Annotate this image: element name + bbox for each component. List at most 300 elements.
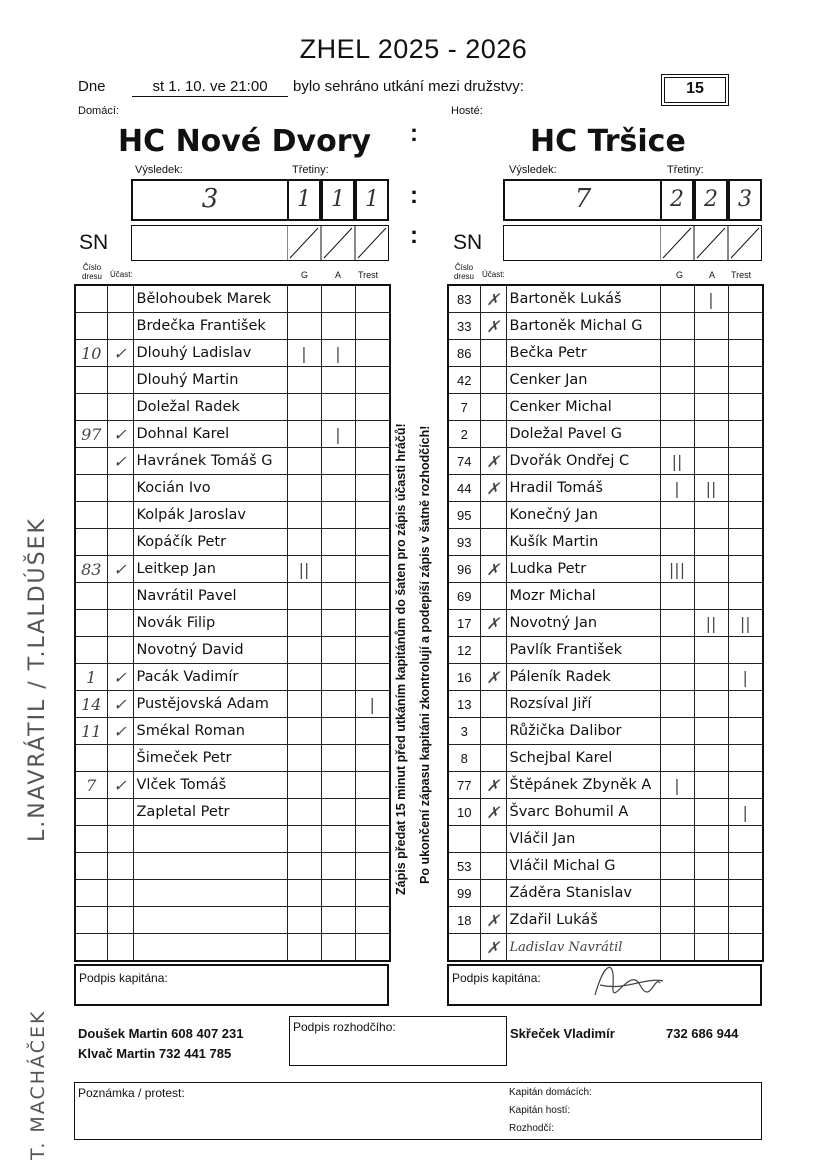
away-attendance-mark <box>480 583 506 610</box>
away-attendance-mark <box>480 394 506 421</box>
away-attendance-mark <box>480 880 506 907</box>
home-jersey-number <box>75 583 107 610</box>
away-goals <box>660 718 694 745</box>
home-assists <box>321 880 355 907</box>
away-attendance-mark: ✗ <box>480 799 506 826</box>
away-penalties <box>728 448 763 475</box>
home-player-name <box>133 907 287 934</box>
notice-line-2: Po ukončení zápasu kapitáni zkontrolují a podepíší zápis v šatně rozhodčích! <box>418 425 432 884</box>
away-goals <box>660 691 694 718</box>
home-penalties <box>355 853 390 880</box>
home-assists <box>321 367 355 394</box>
home-player-row <box>75 934 390 962</box>
home-player-name: Dohnal Karel <box>133 421 287 448</box>
home-attendance-mark: ✓ <box>107 772 133 799</box>
home-assists <box>321 313 355 340</box>
home-goals <box>287 610 321 637</box>
home-player-name: Zapletal Petr <box>133 799 287 826</box>
home-jersey-number <box>75 475 107 502</box>
away-player-row <box>448 421 763 448</box>
home-player-name: Kocián Ivo <box>133 475 287 502</box>
away-jersey-number: 44 <box>448 475 480 502</box>
home-attendance-mark <box>107 610 133 637</box>
away-captain-label: Kapitán hostí: <box>509 1105 571 1116</box>
away-player-row <box>448 529 763 556</box>
away-player-row <box>448 313 763 340</box>
home-penalties <box>355 448 390 475</box>
away-player-row <box>448 718 763 745</box>
home-jersey-number <box>75 285 107 313</box>
home-penalties <box>355 664 390 691</box>
home-player-name: Pacák Vadimír <box>133 664 287 691</box>
home-assists <box>321 745 355 772</box>
away-jersey-number: 17 <box>448 610 480 637</box>
home-attendance-mark <box>107 853 133 880</box>
away-jersey-number: 95 <box>448 502 480 529</box>
away-attendance-mark <box>480 529 506 556</box>
away-attendance-mark: ✗ <box>480 664 506 691</box>
home-referee-1: Doušek Martin 608 407 231 <box>78 1026 244 1041</box>
home-assists <box>321 448 355 475</box>
home-player-row <box>75 394 390 421</box>
home-attendance-mark <box>107 367 133 394</box>
home-player-name: Vlček Tomáš <box>133 772 287 799</box>
away-attendance-mark <box>480 340 506 367</box>
away-goals <box>660 340 694 367</box>
away-penalties <box>728 556 763 583</box>
home-assists <box>321 394 355 421</box>
away-goals <box>660 285 694 313</box>
home-player-name: Kopáčík Petr <box>133 529 287 556</box>
home-player-row <box>75 637 390 664</box>
home-player-name: Doležal Radek <box>133 394 287 421</box>
away-player-name: Cenker Michal <box>506 394 660 421</box>
home-jersey-number <box>75 529 107 556</box>
home-jersey-number <box>75 799 107 826</box>
away-assists <box>694 718 728 745</box>
home-assists <box>321 556 355 583</box>
away-goals <box>660 826 694 853</box>
home-jersey-number <box>75 745 107 772</box>
away-player-name: Dvořák Ondřej C <box>506 448 660 475</box>
away-jersey-number: 77 <box>448 772 480 799</box>
home-assists <box>321 664 355 691</box>
home-penalties <box>355 880 390 907</box>
margin-note-top: L.NAVRÁTIL / T.LALDÚŠEK <box>25 517 50 842</box>
away-attendance-mark <box>480 745 506 772</box>
away-goals <box>660 907 694 934</box>
home-attendance-mark <box>107 475 133 502</box>
home-player-name: Dlouhý Martin <box>133 367 287 394</box>
away-penalties <box>728 853 763 880</box>
home-penalties <box>355 583 390 610</box>
away-player-row <box>448 853 763 880</box>
home-assists <box>321 502 355 529</box>
away-player-name: Hradil Tomáš <box>506 475 660 502</box>
away-penalties <box>728 529 763 556</box>
away-period-2-value: 2 <box>704 187 718 212</box>
away-player-row <box>448 907 763 934</box>
away-assists <box>694 745 728 772</box>
home-player-row <box>75 772 390 799</box>
intro-text: bylo sehráno utkání mezi družstvy: <box>293 78 524 95</box>
home-jersey-number: 83 <box>75 556 107 583</box>
home-label: Domácí: <box>78 105 119 117</box>
away-jersey-number: 42 <box>448 367 480 394</box>
away-attendance-mark <box>480 718 506 745</box>
away-goals <box>660 367 694 394</box>
away-penalties: | <box>728 664 763 691</box>
home-player-row <box>75 529 390 556</box>
away-player-row <box>448 826 763 853</box>
away-player-row <box>448 340 763 367</box>
home-roster-table <box>74 284 391 962</box>
away-jersey-number <box>448 934 480 962</box>
home-jersey-number <box>75 826 107 853</box>
away-jersey-number: 10 <box>448 799 480 826</box>
home-penalties <box>355 367 390 394</box>
home-penalties <box>355 340 390 367</box>
away-team-name: HC Tršice <box>530 124 686 159</box>
home-player-name <box>133 826 287 853</box>
away-period-1 <box>660 179 694 221</box>
away-assists <box>694 394 728 421</box>
away-jersey-number: 74 <box>448 448 480 475</box>
home-goals <box>287 691 321 718</box>
away-penalties <box>728 745 763 772</box>
away-penalties <box>728 826 763 853</box>
away-attendance-mark: ✗ <box>480 285 506 313</box>
home-player-row <box>75 475 390 502</box>
away-penalties <box>728 285 763 313</box>
home-jersey-number: 1 <box>75 664 107 691</box>
away-jersey-number: 3 <box>448 718 480 745</box>
match-date: st 1. 10. ve 21:00 <box>132 78 288 97</box>
home-assists <box>321 934 355 962</box>
away-player-name: Štěpánek Zbyněk A <box>506 772 660 799</box>
away-assists <box>694 313 728 340</box>
notes-box <box>74 1082 762 1140</box>
away-assists: || <box>694 610 728 637</box>
away-player-name: Vláčil Michal G <box>506 853 660 880</box>
home-captain-signature-label: Podpis kapitána: <box>79 971 168 985</box>
notes-label: Poznámka / protest: <box>78 1086 185 1100</box>
away-attendance-mark: ✗ <box>480 934 506 962</box>
home-goals <box>287 799 321 826</box>
away-jersey-number: 53 <box>448 853 480 880</box>
away-player-name: Pavlík František <box>506 637 660 664</box>
home-attendance-mark: ✓ <box>107 718 133 745</box>
home-assists <box>321 637 355 664</box>
home-penalties <box>355 556 390 583</box>
home-penalties: | <box>355 691 390 718</box>
away-jersey-number: 99 <box>448 880 480 907</box>
away-goals: ||| <box>660 556 694 583</box>
home-player-row <box>75 448 390 475</box>
home-jersey-number <box>75 367 107 394</box>
away-player-row <box>448 285 763 313</box>
away-player-row <box>448 799 763 826</box>
home-player-name: Bělohoubek Marek <box>133 285 287 313</box>
away-assists <box>694 799 728 826</box>
away-player-name: Rozsíval Jiří <box>506 691 660 718</box>
home-goals <box>287 448 321 475</box>
away-assists <box>694 421 728 448</box>
away-player-name: Vláčil Jan <box>506 826 660 853</box>
home-assists <box>321 610 355 637</box>
away-penalties <box>728 421 763 448</box>
home-goals <box>287 583 321 610</box>
home-assists: | <box>321 340 355 367</box>
home-attendance-mark <box>107 745 133 772</box>
home-goals <box>287 313 321 340</box>
home-attendance-mark: ✓ <box>107 664 133 691</box>
away-player-row <box>448 502 763 529</box>
home-jersey-number <box>75 637 107 664</box>
away-attendance-mark: ✗ <box>480 907 506 934</box>
away-player-name: Bartoněk Michal G <box>506 313 660 340</box>
away-player-row <box>448 691 763 718</box>
away-assists <box>694 367 728 394</box>
home-goals <box>287 394 321 421</box>
captain-signature-scribble <box>585 955 665 1003</box>
away-penalties: | <box>728 799 763 826</box>
away-jersey-number: 86 <box>448 340 480 367</box>
away-goals <box>660 664 694 691</box>
home-penalties <box>355 718 390 745</box>
home-attendance-mark <box>107 637 133 664</box>
home-assists <box>321 907 355 934</box>
away-player-row <box>448 664 763 691</box>
away-attendance-mark <box>480 691 506 718</box>
away-player-row <box>448 367 763 394</box>
away-jersey-number: 13 <box>448 691 480 718</box>
away-score: 7 <box>574 184 592 214</box>
away-jersey-number: 96 <box>448 556 480 583</box>
home-player-name: Smékal Roman <box>133 718 287 745</box>
away-sn-label: SN <box>453 231 483 254</box>
away-jersey-number: 8 <box>448 745 480 772</box>
away-assists <box>694 853 728 880</box>
home-player-row <box>75 691 390 718</box>
home-penalties <box>355 285 390 313</box>
away-player-name: Ladislav Navrátil <box>506 934 660 962</box>
away-period-3-value: 3 <box>738 187 752 212</box>
home-goals <box>287 826 321 853</box>
home-player-name: Havránek Tomáš G <box>133 448 287 475</box>
away-assists <box>694 934 728 962</box>
home-period-3 <box>355 179 389 221</box>
away-assists <box>694 502 728 529</box>
home-attendance-mark <box>107 799 133 826</box>
home-assists <box>321 583 355 610</box>
away-player-row <box>448 772 763 799</box>
home-jersey-number: 11 <box>75 718 107 745</box>
away-goals <box>660 394 694 421</box>
away-goals <box>660 610 694 637</box>
home-attendance-mark <box>107 502 133 529</box>
away-jersey-number <box>448 826 480 853</box>
away-attendance-mark <box>480 637 506 664</box>
home-player-name: Leitkep Jan <box>133 556 287 583</box>
home-penalties <box>355 637 390 664</box>
away-player-row <box>448 745 763 772</box>
home-jersey-number <box>75 853 107 880</box>
away-goals <box>660 421 694 448</box>
away-player-row <box>448 394 763 421</box>
away-referee-phone: 732 686 944 <box>666 1026 739 1041</box>
away-player-name: Záděra Stanislav <box>506 880 660 907</box>
home-player-row <box>75 285 390 313</box>
home-player-row <box>75 664 390 691</box>
home-jersey-number <box>75 880 107 907</box>
home-penalties <box>355 799 390 826</box>
home-player-row <box>75 610 390 637</box>
home-sn-slashes <box>287 225 389 261</box>
home-penalties <box>355 772 390 799</box>
home-goals <box>287 637 321 664</box>
away-jersey-number: 83 <box>448 285 480 313</box>
home-sn-label: SN <box>79 231 109 254</box>
away-assists <box>694 826 728 853</box>
home-assists <box>321 772 355 799</box>
away-goals: || <box>660 448 694 475</box>
away-assists <box>694 907 728 934</box>
away-player-name: Mozr Michal <box>506 583 660 610</box>
home-jersey-number <box>75 502 107 529</box>
home-player-row <box>75 853 390 880</box>
page-title: ZHEL 2025 - 2026 <box>299 34 528 64</box>
referee-signature-label: Podpis rozhodčího: <box>293 1020 396 1034</box>
home-period-1-value: 1 <box>297 187 311 212</box>
home-attendance-mark <box>107 285 133 313</box>
home-player-row <box>75 421 390 448</box>
home-penalties <box>355 421 390 448</box>
away-goals <box>660 853 694 880</box>
home-score: 3 <box>201 184 219 214</box>
home-assists <box>321 826 355 853</box>
home-attendance-mark: ✓ <box>107 448 133 475</box>
away-player-name: Zdařil Lukáš <box>506 907 660 934</box>
away-player-name: Švarc Bohumil A <box>506 799 660 826</box>
home-penalties <box>355 610 390 637</box>
home-assists: | <box>321 421 355 448</box>
away-assists <box>694 637 728 664</box>
away-attendance-mark: ✗ <box>480 556 506 583</box>
home-player-row <box>75 556 390 583</box>
away-captain-signature-label: Podpis kapitána: <box>452 971 541 985</box>
away-penalties <box>728 583 763 610</box>
away-penalties <box>728 907 763 934</box>
away-penalties: || <box>728 610 763 637</box>
home-player-name: Kolpák Jaroslav <box>133 502 287 529</box>
home-jersey-number: 97 <box>75 421 107 448</box>
home-period-3-value: 1 <box>365 187 379 212</box>
home-period-2 <box>321 179 355 221</box>
away-player-name: Bartoněk Lukáš <box>506 285 660 313</box>
away-attendance-mark <box>480 367 506 394</box>
away-player-row <box>448 610 763 637</box>
away-player-name: Doležal Pavel G <box>506 421 660 448</box>
away-attendance-mark <box>480 853 506 880</box>
home-goals <box>287 475 321 502</box>
home-captain-signature-box <box>74 964 389 1006</box>
home-captain-label: Kapitán domácích: <box>509 1087 592 1098</box>
home-player-name: Novák Filip <box>133 610 287 637</box>
away-player-row <box>448 448 763 475</box>
home-penalties <box>355 529 390 556</box>
home-attendance-header: Účast: <box>110 270 133 279</box>
away-player-row <box>448 556 763 583</box>
home-result-label: Výsledek: <box>135 164 183 176</box>
colon-3: : <box>410 222 418 249</box>
home-period-1 <box>287 179 321 221</box>
away-jersey-number: 2 <box>448 421 480 448</box>
away-goals <box>660 799 694 826</box>
away-attendance-header: Účast: <box>482 270 505 279</box>
away-jersey-number: 16 <box>448 664 480 691</box>
away-attendance-mark: ✗ <box>480 772 506 799</box>
away-player-row <box>448 583 763 610</box>
away-penalties <box>728 340 763 367</box>
away-penalties <box>728 772 763 799</box>
home-penalties <box>355 394 390 421</box>
home-attendance-mark <box>107 934 133 962</box>
home-periods-label: Třetiny: <box>292 164 329 176</box>
away-jersey-number: 18 <box>448 907 480 934</box>
home-goals <box>287 772 321 799</box>
away-jersey-number: 93 <box>448 529 480 556</box>
home-player-name: Brdečka František <box>133 313 287 340</box>
away-attendance-mark: ✗ <box>480 610 506 637</box>
home-g-header: G <box>301 270 309 280</box>
away-roster-table <box>447 284 764 962</box>
away-jersey-number: 33 <box>448 313 480 340</box>
home-penalties <box>355 313 390 340</box>
away-assists <box>694 556 728 583</box>
home-assists <box>321 285 355 313</box>
away-result-label: Výsledek: <box>509 164 557 176</box>
home-goals <box>287 664 321 691</box>
away-player-name: Konečný Jan <box>506 502 660 529</box>
home-jersey-number <box>75 394 107 421</box>
away-trest-header: Trest <box>731 270 752 280</box>
home-player-row <box>75 367 390 394</box>
home-assists <box>321 799 355 826</box>
home-referee-2: Klvač Martin 732 441 785 <box>78 1046 232 1061</box>
home-jersey-number <box>75 448 107 475</box>
home-jersey-number: 14 <box>75 691 107 718</box>
home-jersey-number: 7 <box>75 772 107 799</box>
home-assists <box>321 529 355 556</box>
away-assists <box>694 583 728 610</box>
home-player-row <box>75 907 390 934</box>
away-player-name: Růžička Dalibor <box>506 718 660 745</box>
away-attendance-mark <box>480 421 506 448</box>
away-assists <box>694 664 728 691</box>
away-player-name: Kušík Martin <box>506 529 660 556</box>
margin-note-bottom: T. MACHÁČEK <box>27 1009 49 1160</box>
home-penalties <box>355 745 390 772</box>
home-goals <box>287 853 321 880</box>
away-goals <box>660 934 694 962</box>
away-goals <box>660 745 694 772</box>
home-attendance-mark: ✓ <box>107 421 133 448</box>
home-goals <box>287 529 321 556</box>
home-attendance-mark <box>107 313 133 340</box>
referee-signature-box <box>289 1016 507 1066</box>
away-attendance-mark: ✗ <box>480 475 506 502</box>
